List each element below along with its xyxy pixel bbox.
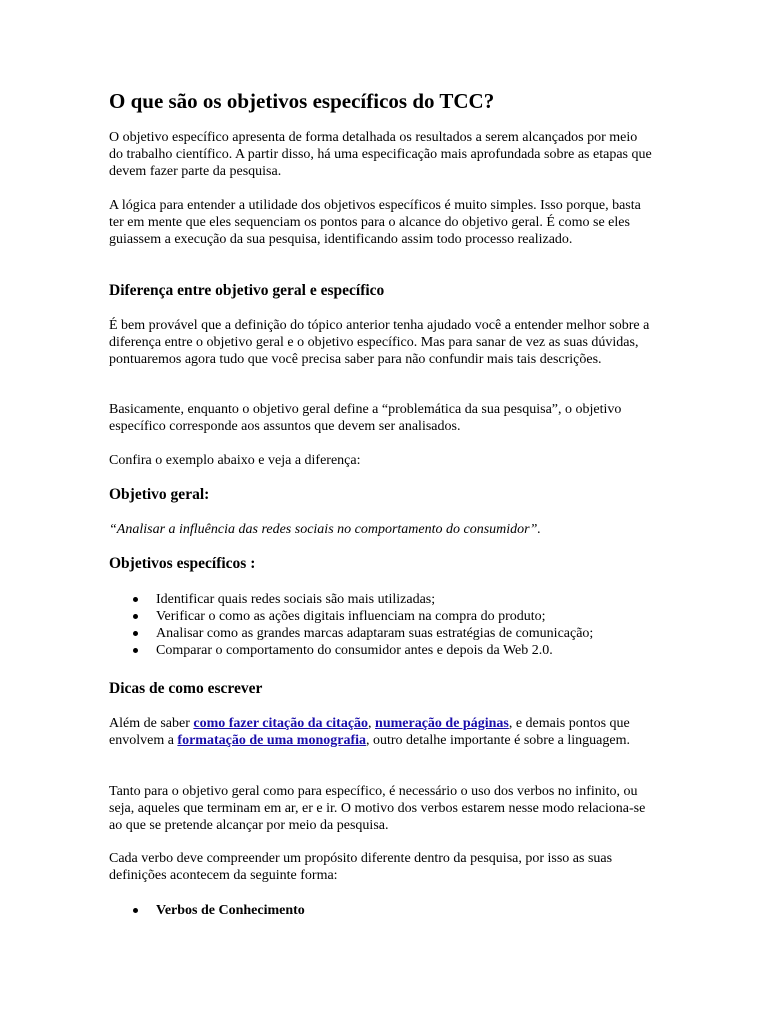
list-item: Comparar o comportamento do consumidor antes e depois da Web 2.0. xyxy=(109,642,593,659)
dicas-text-b: , xyxy=(368,716,376,731)
link-numeracao-de-paginas[interactable]: numeração de páginas xyxy=(375,716,509,731)
verbos-list xyxy=(109,902,305,919)
list-item: Verbos de Conhecimento xyxy=(109,902,305,919)
dicas-paragraph-3: Cada verbo deve compreender um propósito diferente dentro da pesquisa, por isso as suas definições acontecem da seguinte forma: xyxy=(109,851,613,883)
intro-paragraph-2: A lógica para entender a utilidade dos objetivos específicos é muito simples. Isso porque, basta ter em mente que eles sequenciam os pontos para o alcance do objetivo geral. É como se eles guiassem a execução da sua pesquisa, identificando assim todo processo realizado. xyxy=(109,198,641,247)
section-heading-dicas: Dicas de como escrever xyxy=(109,680,263,697)
dicas-text-d: , outro detalhe importante é sobre a linguagem. xyxy=(366,733,630,748)
diferenca-paragraph-3: Confira o exemplo abaixo e veja a diferença: xyxy=(109,453,361,468)
page-title: O que são os objetivos específicos do TCC? xyxy=(109,89,495,113)
list-item: Verificar o como as ações digitais influenciam na compra do produto; xyxy=(109,608,593,625)
dicas-paragraph-1 xyxy=(109,715,654,749)
diferenca-paragraph-1: É bem provável que a definição do tópico anterior tenha ajudado você a entender melhor sobre a diferença entre o objetivo geral e o objetivo específico. Mas para sanar de vez as suas dúvidas, pontuaremos agora tudo que você precisa saber para não confundir mais tais descrições. xyxy=(109,318,650,367)
intro-paragraph-1: O objetivo específico apresenta de forma detalhada os resultados a serem alcançados por meio do trabalho científico. A partir disso, há uma especificação mais aprofundada sobre as etapas que devem fazer parte da pesquisa. xyxy=(109,130,652,179)
objetivo-geral-quote: “Analisar a influência das redes sociais no comportamento do consumidor”. xyxy=(109,522,541,537)
diferenca-paragraph-2: Basicamente, enquanto o objetivo geral define a “problemática da sua pesquisa”, o objetivo específico corresponde aos assuntos que devem ser analisados. xyxy=(109,402,622,434)
section-heading-objetivos-especificos: Objetivos específicos : xyxy=(109,555,256,572)
list-item: Analisar como as grandes marcas adaptaram suas estratégias de comunicação; xyxy=(109,625,593,642)
objetivos-especificos-list xyxy=(109,591,593,659)
dicas-text-a: Além de saber xyxy=(109,716,194,731)
list-item: Identificar quais redes sociais são mais utilizadas; xyxy=(109,591,593,608)
dicas-paragraph-2: Tanto para o objetivo geral como para específico, é necessário o uso dos verbos no infinito, ou seja, aqueles que terminam em ar, er e ir. O motivo dos verbos estarem nesse modo relaciona-se ao que se pretende alcançar por meio da pesquisa. xyxy=(109,784,646,833)
link-formatacao-monografia[interactable]: formatação de uma monografia xyxy=(177,733,366,748)
section-heading-objetivo-geral: Objetivo geral: xyxy=(109,486,210,503)
dicas-text-c: , e demais pontos que envolvem a xyxy=(109,716,630,748)
section-heading-diferenca: Diferença entre objetivo geral e específico xyxy=(109,282,385,299)
link-citacao-da-citacao[interactable]: como fazer citação da citação xyxy=(193,716,369,731)
